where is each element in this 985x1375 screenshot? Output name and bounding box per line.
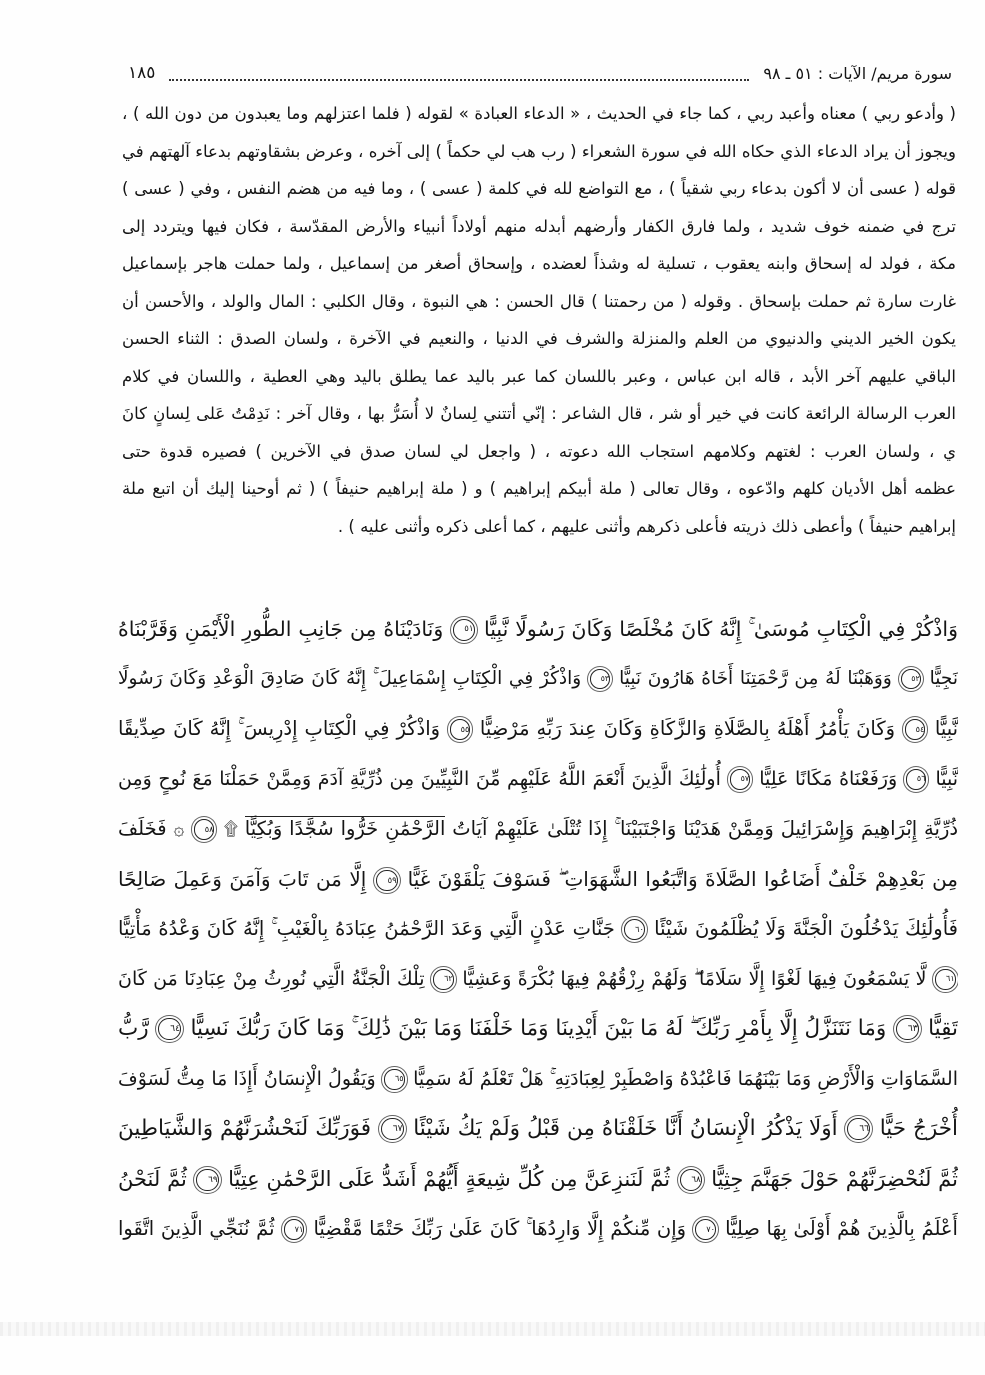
scan-bottom-edge xyxy=(0,1322,985,1336)
verse-text: وَاذْكُرْ فِي الْكِتَابِ إِسْمَاعِيلَ ۚ إِنَّهُ كَانَ صَادِقَ الْوَعْدِ وَكَانَ رَسُولًا xyxy=(118,668,582,689)
verse-text: إِلَّا مَن تَابَ وَآمَنَ وَعَمِلَ صَالِحًا xyxy=(118,867,367,891)
quran-line xyxy=(118,1004,958,1054)
commentary-line: قوله ( عسى أن لا أكون بدعاء ربي شقياً ) ، مع التواضع لله في كلمة ( عسى ) ، وما فيه من هضم النفس ، وفي ( عسى ) xyxy=(122,179,956,198)
quran-line xyxy=(118,1154,958,1204)
quran-verses-block xyxy=(118,604,958,1254)
verse-text: وَمَا نَتَنَزَّلُ إِلَّا بِأَمْرِ رَبِّكَ ۖ لَهُ مَا بَيْنَ أَيْدِينَا وَمَا خَلْفَنَا وَمَا بَيْنَ ذَٰلِكَ ۚ وَمَا كَانَ رَبُّكَ نَسِيًّا xyxy=(190,1016,887,1041)
quran-line xyxy=(118,804,958,854)
verse-text: مِن بَعْدِهِمْ خَلْفٌ أَضَاعُوا الصَّلَاةَ وَاتَّبَعُوا الشَّهَوَاتِ ۖ فَسَوْفَ يَلْقَوْنَ غَيًّا xyxy=(407,867,958,891)
ayah-number-marker: ٥٦ xyxy=(906,769,926,789)
quran-line xyxy=(118,1054,958,1104)
commentary-line: مكة ، فولد له إسحاق وابنه يعقوب ، تسلية له وشذاً لعضده ، وإسحاق أصغر من إسماعيل ، ولما حملت هاجر بإسماعيل xyxy=(122,254,956,273)
ayah-number-marker: ٥٤ xyxy=(905,719,926,740)
verse-text: وَكَانَ يَأْمُرُ أَهْلَهُ بِالصَّلَاةِ وَالزَّكَاةِ وَكَانَ عِندَ رَبِّهِ مَرْضِيًّا xyxy=(479,717,896,740)
ayah-number-marker: ٦٣ xyxy=(896,1018,919,1041)
quran-line xyxy=(118,1204,958,1254)
commentary-line: العرب الرسالة الرائعة كانت في خير أو شر ، قال الشاعر : إنّي أتتني لِسانٌ لا أُسَرُّ بها ، وقال آخر : نَدِمْتُ عَلى لِسانٍ كانَ xyxy=(122,404,956,423)
commentary-line: غارت سارة ثم حملت بإسحاق . وقوله ( من رحمتنا ) قال الحسن : هي النبوة ، وقال الكلبي : المال والولد ، والأحسن أن xyxy=(122,291,956,311)
verse-text: ثُمَّ نُنَجِّي الَّذِينَ اتَّقَوا xyxy=(118,1217,275,1240)
sajda-mark-icon: ۩ xyxy=(223,819,238,840)
ayah-number-marker: ٦٩ xyxy=(196,1169,218,1191)
verse-text: نَّبِيًّا xyxy=(935,768,958,790)
ayah-number-marker: ٦٤ xyxy=(158,1018,181,1041)
quran-line xyxy=(118,1104,958,1154)
verse-text: ذُرِّيَّةِ إِبْرَاهِيمَ وَإِسْرَائِيلَ وَمِمَّنْ هَدَيْنَا وَاجْتَبَيْنَا ۚ إِذَا تُتْلَىٰ عَلَيْهِمْ آيَاتُ xyxy=(452,817,958,840)
verse-text: فَوَرَبِّكَ لَنَحْشُرَنَّهُمْ وَالشَّيَاطِينَ xyxy=(118,1116,372,1141)
quran-line xyxy=(118,854,958,904)
verse-text: ثُمَّ لَنَنزِعَنَّ مِن كُلِّ شِيعَةٍ أَيُّهُمْ أَشَدُّ عَلَى الرَّحْمَٰنِ عِتِيًّا xyxy=(228,1167,671,1191)
verse-text: فَخَلَفَ xyxy=(118,817,167,840)
quran-line xyxy=(118,954,958,1004)
quran-line xyxy=(118,704,958,754)
commentary-line: عظمه أهل الأديان كلهم وادّعوه ، وقال تعالى ( ملة أبيكم إبراهيم ) و ( ملة إبراهيم حنيفاً ) ( ثم أوحينا إليك أن اتبع ملة xyxy=(122,479,956,498)
verse-text: أَوَلَا يَذْكُرُ الْإِنسَانُ أَنَّا خَلَقْنَاهُ مِن قَبْلُ وَلَمْ يَكُ شَيْئًا xyxy=(413,1116,838,1141)
hizb-mark-icon: ۞ xyxy=(173,819,185,840)
commentary-line: الباقي عليهم آخر الأبد ، قاله ابن عباس ، وعبر باللسان كما عبر باليد عما يطلق باليد وهي العطية ، واللسان في كلام xyxy=(122,366,956,386)
ayah-number-marker: ٥٣ xyxy=(590,669,610,689)
verse-text: وَاذْكُرْ فِي الْكِتَابِ إِدْرِيسَ ۚ إِنَّهُ كَانَ صِدِّيقًا xyxy=(118,717,441,740)
verse-text: لَّا يَسْمَعُونَ فِيهَا لَغْوًا إِلَّا سَلَامًا ۖ وَلَهُمْ رِزْقُهُمْ فِيهَا بُكْرَةً وَعَشِيًّا xyxy=(462,968,927,990)
verse-text: نَجِيًّا xyxy=(929,668,958,689)
commentary-text-block xyxy=(122,95,956,545)
ayah-number-marker: ٥٨ xyxy=(194,819,215,840)
verse-text: وَاذْكُرْ فِي الْكِتَابِ مُوسَىٰ ۚ إِنَّهُ كَانَ مُخْلَصًا وَكَانَ رَسُولًا نَّبِيًّا xyxy=(484,617,958,641)
running-header xyxy=(128,58,952,88)
commentary-line: يكون الخير الديني والدنيوي من العلم والمنزلة والشرف في الدنيا ، والنعيم في الآخرة ، ولسان الصدق : الثناء الحسن xyxy=(122,329,956,348)
surah-and-verses-title: سورة مريم/ الآيات : ٥١ ـ ٩٨ xyxy=(763,63,952,83)
verse-text: ثُمَّ لَنُحْضِرَنَّهُمْ حَوْلَ جَهَنَّمَ جِثِيًّا xyxy=(711,1167,958,1191)
ayah-number-marker: ٦٦ xyxy=(847,1118,870,1141)
ayah-number-marker: ٧٠ xyxy=(695,1219,716,1240)
page-number: ١٨٥ xyxy=(128,63,156,83)
commentary-line: ويجوز أن يراد الدعاء الذي حكاه الله في سورة الشعراء ( رب هب لي حكماً ) إلى آخره ، وعرض بشقاوتهم بدعاء آلهتهم في xyxy=(122,141,956,161)
verse-text: أُولَٰئِكَ الَّذِينَ أَنْعَمَ اللَّهُ عَلَيْهِم مِّنَ النَّبِيِّينَ مِن ذُرِّيَّةِ آدَمَ وَمِمَّنْ حَمَلْنَا مَعَ نُوحٍ وَمِن xyxy=(118,768,721,790)
ayah-number-marker: ٧١ xyxy=(284,1219,305,1240)
sajda-overlined-text: الرَّحْمَٰنِ خَرُّوا سُجَّدًا وَبُكِيًّا xyxy=(244,817,446,840)
ayah-number-marker: ٥٢ xyxy=(901,669,921,689)
commentary-line: إبراهيم حنيفاً ) وأعطى ذلك ذريته فأعلى ذكرهم وأثنى عليهم ، كما أعلى ذكره وأثنى عليه ) . xyxy=(337,516,956,536)
quran-line xyxy=(118,604,958,654)
verse-text: أُخْرَجُ حَيًّا xyxy=(879,1116,958,1141)
quran-line xyxy=(118,754,958,804)
verse-text: نَّبِيًّا xyxy=(934,717,958,740)
verse-text: تَقِيًّا xyxy=(928,1016,958,1041)
verse-text: وَيَقُولُ الْإِنسَانُ أَإِذَا مَا مِتُّ لَسَوْفَ xyxy=(118,1068,376,1090)
verse-text: وَإِن مِّنكُمْ إِلَّا وَارِدُهَا ۚ كَانَ عَلَىٰ رَبِّكَ حَتْمًا مَّقْضِيًّا xyxy=(313,1217,687,1240)
verse-text: تِلْكَ الْجَنَّةُ الَّتِي نُورِثُ مِنْ عِبَادِنَا مَن كَانَ xyxy=(118,968,425,990)
ayah-number-marker: ٦٠ xyxy=(624,919,645,940)
quran-line xyxy=(118,904,958,954)
verse-text: وَوَهَبْنَا لَهُ مِن رَّحْمَتِنَا أَخَاهُ هَارُونَ نَبِيًّا xyxy=(619,668,892,689)
ayah-number-marker: ٥١ xyxy=(453,619,475,641)
commentary-line: ترج في ضمنه خوف شديد ، ولما فارق الكفار وأرضهم أبدله منهم أولاداً أنبياء والأرض المقدّسة ، فكان فيها ويتردد إلى xyxy=(122,216,956,236)
verse-text: وَنَادَيْنَاهُ مِن جَانِبِ الطُّورِ الْأَيْمَنِ وَقَرَّبْنَاهُ xyxy=(118,617,444,641)
ayah-number-marker: ٦٧ xyxy=(381,1118,404,1141)
commentary-line: ي ، ولسان العرب : لغتهم وكلامهم استجاب الله دعوته ، ( واجعل لي لسان صدق في الآخرين ) فصيره قدوة حتى xyxy=(122,441,956,461)
verse-text: فَأُولَٰئِكَ يَدْخُلُونَ الْجَنَّةَ وَلَا يُظْلَمُونَ شَيْئًا xyxy=(654,917,958,940)
ayah-number-marker: ٥٩ xyxy=(376,870,397,891)
dotted-leader xyxy=(169,79,749,81)
verse-text: أَعْلَمُ بِالَّذِينَ هُمْ أَوْلَىٰ بِهَا صِلِيًّا xyxy=(725,1217,958,1240)
verse-text: ثُمَّ لَنَحْنُ xyxy=(118,1167,187,1191)
verse-text: وَرَفَعْنَاهُ مَكَانًا عَلِيًّا xyxy=(759,768,898,790)
ayah-number-marker: ٦٨ xyxy=(680,1169,702,1191)
quran-line xyxy=(118,654,958,704)
verse-text: جَنَّاتِ عَدْنٍ الَّتِي وَعَدَ الرَّحْمَٰنُ عِبَادَهُ بِالْغَيْبِ ۚ إِنَّهُ كَانَ وَعْدُهُ مَأْتِيًّا xyxy=(118,917,615,940)
ayah-number-marker: ٦٥ xyxy=(384,1069,404,1089)
verse-text: رَّبُّ xyxy=(118,1016,149,1041)
ayah-number-marker: ٥٥ xyxy=(450,719,471,740)
ayah-number-marker: ٥٧ xyxy=(730,769,750,789)
verse-text: السَّمَاوَاتِ وَالْأَرْضِ وَمَا بَيْنَهُمَا فَاعْبُدْهُ وَاصْطَبِرْ لِعِبَادَتِهِ ۚ هَلْ تَعْلَمُ لَهُ سَمِيًّا xyxy=(413,1068,958,1090)
ayah-number-marker: ٦١ xyxy=(935,969,955,989)
commentary-line: ( وأدعو ربي ) معناه وأعبد ربي ، كما جاء في الحديث ، « الدعاء العبادة » لقوله ( فلما اعتزلهم وما يعبدون من دون الله ) ، xyxy=(122,104,956,123)
ayah-number-marker: ٦٢ xyxy=(433,969,453,989)
